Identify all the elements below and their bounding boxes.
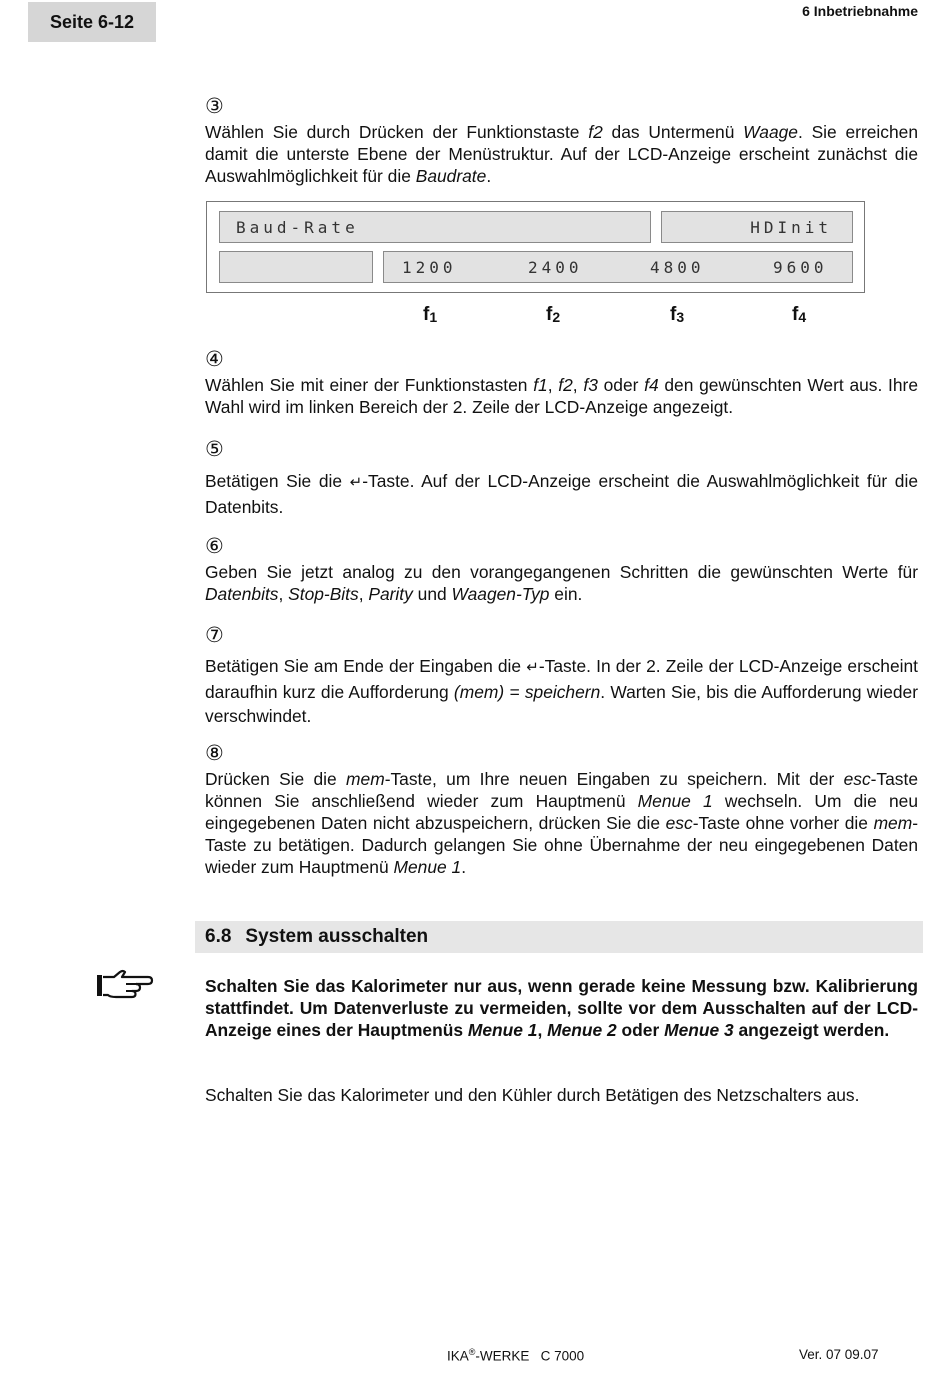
lcd-line1-left-segment	[219, 211, 651, 243]
lcd-value-4800: 4800	[650, 257, 705, 277]
section-heading-bar	[195, 921, 923, 953]
step-marker-3: ③	[205, 95, 224, 118]
function-key-f1-label: $f_1$	[423, 304, 438, 325]
switch-off-text: Schalten Sie das Kalorimeter und den Kühler durch Betätigen des Netzschalters aus.	[205, 1085, 860, 1105]
page-label: Seite 6-12	[49, 11, 135, 32]
section-title: System ausschalten	[245, 926, 429, 947]
function-key-f2-label: $f_2$	[546, 304, 561, 325]
lcd-line2-left-segment	[219, 251, 373, 283]
step-3-text: Wählen Sie durch Drücken der Funktionstaste f2 das Untermenü Waage. Sie erreichen damit die unterste Ebene der Menüstruktur. Auf der LCD-Anzeige erscheint zunächst die Auswahlmöglichkeit für die Baudrate.	[205, 122, 918, 186]
section-number: 6.8	[205, 926, 232, 947]
step-7-text: Betätigen Sie am Ende der Eingaben die ↵-Taste. In der 2. Zeile der LCD-Anzeige erscheint daraufhin kurz die Aufforderung (mem) = speichern. Warten Sie, bis die Aufforderung wieder verschwindet.	[205, 656, 918, 726]
lcd-value-2400: 2400	[528, 257, 583, 277]
lcd-hdinit-label: HDInit	[750, 217, 832, 237]
step-4-text: Wählen Sie mit einer der Funktionstasten f1, f2, f3 oder f4 den gewünschten Wert aus. Ihre Wahl wird im linken Bereich der 2. Zeile der LCD-Anzeige angezeigt.	[205, 375, 918, 417]
safety-note-text: Schalten Sie das Kalorimeter nur aus, wenn gerade keine Messung bzw. Kalibrierung stattfindet. Um Datenverluste zu vermeiden, sollte vor dem Ausschalten auf der LCD-Anzeige eines der Hauptmenüs Menue 1, Menue 2 oder Menue 3 angezeigt werden.	[205, 976, 918, 1040]
footer-version: Ver. 07 09.07	[799, 1347, 879, 1362]
step-marker-6: ⑥	[205, 535, 224, 558]
lcd-display	[206, 201, 865, 293]
footer-product: IKA®-WERKE C 7000	[447, 1347, 585, 1364]
step-marker-8: ⑧	[205, 742, 224, 765]
step-6-text: Geben Sie jetzt analog zu den vorangegangenen Schritten die gewünschten Werte für Datenbits, Stop-Bits, Parity und Waagen-Typ ein.	[205, 562, 918, 604]
function-key-f4-label: $f_4$	[792, 304, 807, 325]
step-5-text: Betätigen Sie die ↵-Taste. Auf der LCD-Anzeige erscheint die Auswahlmöglichkeit für die Datenbits.	[205, 471, 918, 517]
lcd-value-1200: 1200	[402, 257, 457, 277]
lcd-baud-rate-label: Baud-Rate	[236, 217, 359, 237]
step-marker-5: ⑤	[205, 438, 224, 461]
step-marker-4: ④	[205, 348, 224, 371]
pointing-hand-icon	[96, 968, 154, 1005]
lcd-line2-values-segment	[383, 251, 853, 283]
lcd-line1-right-segment	[661, 211, 853, 243]
step-marker-7: ⑦	[205, 624, 224, 647]
step-8-text: Drücken Sie die mem-Taste, um Ihre neuen Eingaben zu speichern. Mit der esc-Taste können Sie anschließend wieder zum Hauptmenü Menue 1 wechseln. Um die neu eingegebenen Daten nicht abzuspeichern, drücken Sie die esc-Taste ohne vorher die mem-Taste zu betätigen. Dadurch gelangen Sie ohne Übernahme der neu eingegebenen Daten wieder zum Hauptmenü Menue 1.	[205, 769, 919, 877]
chapter-title: 6 Inbetriebnahme	[802, 3, 918, 19]
lcd-value-9600: 9600	[773, 257, 828, 277]
page-number-tab	[28, 2, 156, 42]
function-key-f3-label: $f_3$	[670, 304, 685, 325]
